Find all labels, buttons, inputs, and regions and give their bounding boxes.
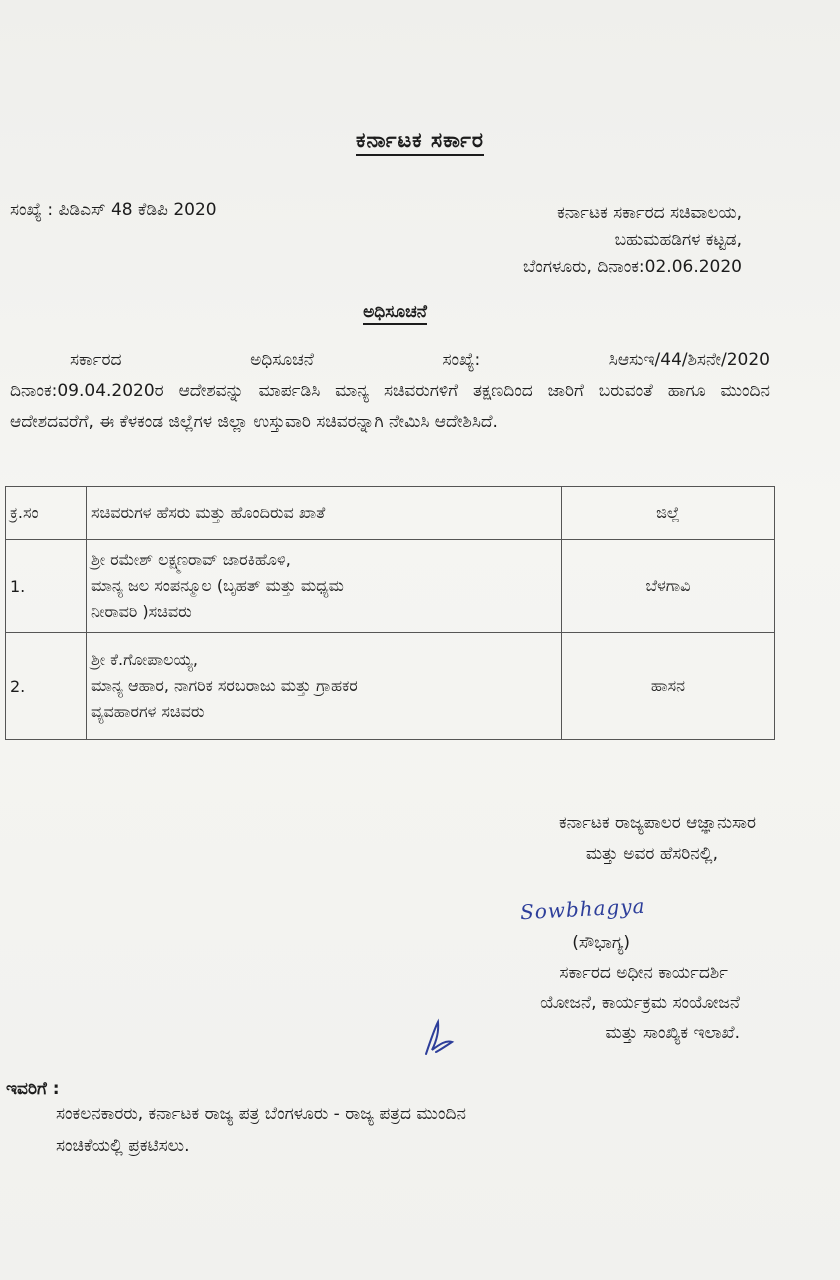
- header-serial: ಕ್ರ.ಸಂ: [6, 487, 87, 540]
- row-serial: 1.: [6, 540, 87, 633]
- row-serial: 2.: [6, 633, 87, 740]
- body-first-line: ಸರ್ಕಾರದ ಅಧಿಸೂಚನೆ ಸಂಖ್ಯೆ: ಸಿಆಸುಇ/44/ಶಿಸನೇ/2020: [70, 350, 770, 370]
- signatory-name: (ಸೌಭಾಗ್ಯ): [572, 933, 630, 953]
- row-minister: ಶ್ರೀ ಕೆ.ಗೋಪಾಲಯ್ಯ, ಮಾನ್ಯ ಆಹಾರ, ನಾಗರಿಕ ಸರಬರಾಜು ಮತ್ತು ಗ್ರಾಹಕರ ವ್ಯವಹಾರಗಳ ಸಚಿವರು: [87, 633, 562, 740]
- table-row: [6, 540, 775, 633]
- signatory-designation-3: ಮತ್ತು ಸಾಂಖ್ಯಿಕ ಇಲಾಖೆ.: [605, 1023, 740, 1043]
- recipients-text: ಸಂಕಲನಕಾರರು, ಕರ್ನಾಟಕ ರಾಜ್ಯ ಪತ್ರ ಬೆಂಗಳೂರು - ರಾಜ್ಯ ಪತ್ರದ ಮುಂದಿನ ಸಂಚಿಕೆಯಲ್ಲಿ ಪ್ರಕಟಿಸಲು.: [56, 1104, 466, 1156]
- closing-line-1: ಕರ್ನಾಟಕ ರಾಜ್ಯಪಾಲರ ಆಜ್ಞಾನುಸಾರ: [558, 813, 756, 833]
- notification-body: [10, 345, 770, 438]
- document-title: ಕರ್ನಾಟಕ ಸರ್ಕಾರ: [0, 128, 840, 153]
- address-line-3: ಬೆಂಗಳೂರು, ದಿನಾಂಕ:02.06.2020: [523, 257, 742, 277]
- row-district: ಬೆಳಗಾವಿ: [562, 540, 775, 633]
- address-line-1: ಕರ್ನಾಟಕ ಸರ್ಕಾರದ ಸಚಿವಾಲಯ,: [557, 203, 742, 223]
- table-header-row: [6, 487, 775, 540]
- signatory-block: [0, 928, 740, 1048]
- header-district: ಜಿಲ್ಲೆ: [562, 487, 775, 540]
- handwritten-signature: Sowbhagya: [519, 893, 647, 925]
- signatory-designation-1: ಸರ್ಕಾರದ ಅಧೀನ ಕಾರ್ಯದರ್ಶಿ: [559, 963, 728, 983]
- closing-line-2: ಮತ್ತು ಅವರ ಹೆಸರಿನಲ್ಲಿ,: [585, 844, 718, 864]
- initial-scribble-icon: [422, 1016, 456, 1058]
- row-minister: ಶ್ರೀ ರಮೇಶ್ ಲಕ್ಷ್ಮಣರಾವ್ ಜಾರಕಿಹೊಳಿ, ಮಾನ್ಯ ಜಲ ಸಂಪನ್ಮೂಲ (ಬೃಹತ್ ಮತ್ತು ಮಧ್ಯಮ ನೀರಾವರಿ )ಸಚಿವರು: [87, 540, 562, 633]
- address-line-2: ಬಹುಮಹಡಿಗಳ ಕಟ್ಟಡ,: [614, 230, 742, 250]
- header-minister: ಸಚಿವರುಗಳ ಹೆಸರು ಮತ್ತು ಹೊಂದಿರುವ ಖಾತೆ: [87, 487, 562, 540]
- minister-district-table: [5, 486, 775, 740]
- reference-number: ಸಂಖ್ಯೆ : ಪಿಡಿಎಸ್ 48 ಕೆಡಿಪಿ 2020: [10, 200, 217, 220]
- body-continuation: ದಿನಾಂಕ:09.04.2020ರ ಆದೇಶವನ್ನು ಮಾರ್ಪಡಿಸಿ ಮಾನ್ಯ ಸಚಿವರುಗಳಿಗೆ ತಕ್ಷಣದಿಂದ ಜಾರಿಗೆ ಬರುವಂತೆ ಹಾಗೂ ಮುಂದಿನ ಆದೇಶದವರೆಗೆ, ಈ ಕೆಳಕಂಡ ಜಿಲ್ಲೆಗಳ ಜಿಲ್ಲಾ ಉಸ್ತುವಾರಿ ಸಚಿವರನ್ನಾಗಿ ನೇಮಿಸಿ ಆದೇಶಿಸಿದೆ.: [10, 381, 770, 432]
- notification-heading: ಅಧಿಸೂಚನೆ: [0, 302, 790, 322]
- row-district: ಹಾಸನ: [562, 633, 775, 740]
- table-row: [6, 633, 775, 740]
- issuing-office-address: [523, 200, 742, 281]
- recipients-label: ಇವರಿಗೆ :: [6, 1079, 60, 1099]
- signatory-designation-2: ಯೋಜನೆ, ಕಾರ್ಯಕ್ರಮ ಸಂಯೋಜನೆ: [540, 993, 740, 1013]
- closing-block: [0, 808, 756, 870]
